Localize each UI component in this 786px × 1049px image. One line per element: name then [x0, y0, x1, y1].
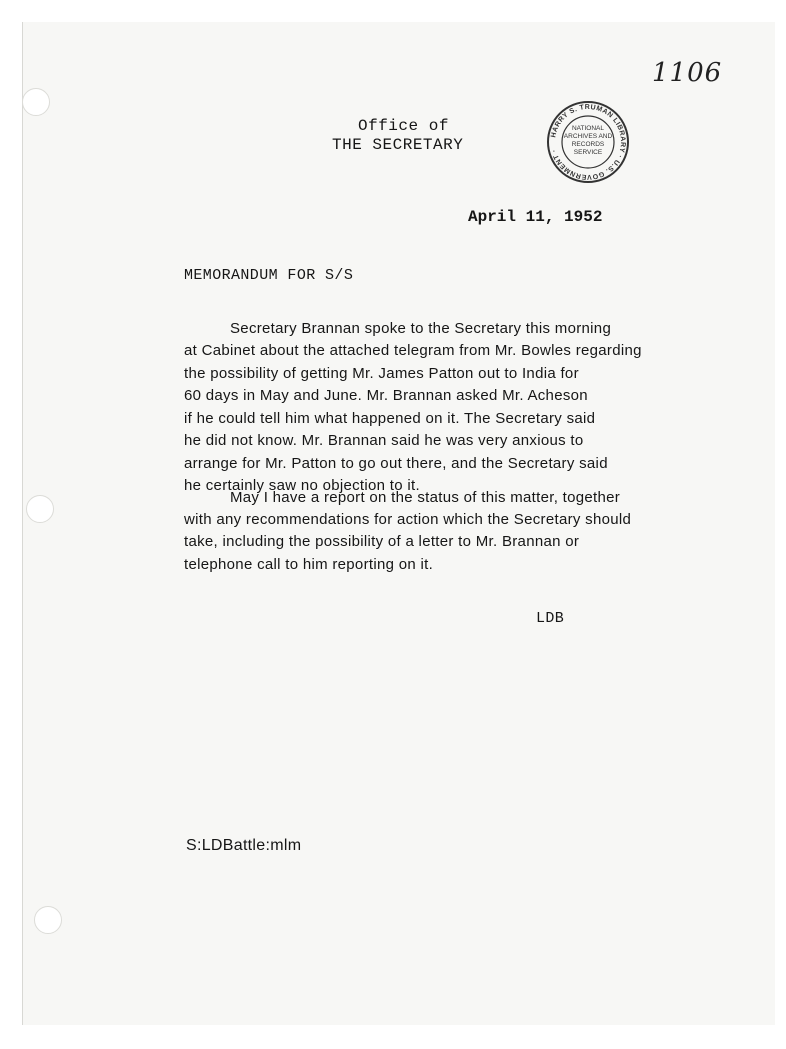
paragraph-2-line: with any recommendations for action which the Secretary should: [184, 511, 632, 528]
stamp-line-1: NATIONAL: [571, 125, 605, 132]
stamp-ring-text: HARRY S. TRUMAN LIBRARY · U.S. GOVERNMENT ·: [550, 103, 627, 181]
stamp-line-2: ARCHIVES AND: [563, 133, 613, 140]
paragraph-1-line: Secretary Brannan spoke to the Secretary this morning: [230, 320, 612, 337]
paragraph-2-line: take, including the possibility of a letter to Mr. Brannan or: [184, 533, 580, 550]
handwritten-page-number: 1106: [652, 58, 723, 88]
memo-heading: MEMORANDUM FOR S/S: [184, 267, 354, 284]
paragraph-1-line: 60 days in May and June. Mr. Brannan asked Mr. Acheson: [184, 387, 588, 404]
paragraph-1-line: he did not know. Mr. Brannan said he was very anxious to: [184, 432, 584, 449]
paragraph-1-line: arrange for Mr. Patton to go out there, and the Secretary said: [184, 455, 608, 472]
memo-date: April 11, 1952: [468, 208, 603, 226]
paragraph-2-line: May I have a report on the status of this matter, together: [230, 489, 621, 506]
archive-stamp-graphic: [546, 100, 630, 184]
paragraph-1-line: at Cabinet about the attached telegram from Mr. Bowles regarding: [184, 342, 642, 359]
paragraph-1-line: he certainly saw no objection to it.: [184, 477, 420, 494]
paragraph-1-line: if he could tell him what happened on it. The Secretary said: [184, 410, 596, 427]
paragraph-1-line: the possibility of getting Mr. James Patton out to India for: [184, 365, 579, 382]
letterhead-office-of: Office of: [358, 117, 449, 135]
signature-initials: LDB: [536, 610, 565, 627]
paragraph-2-line: telephone call to him reporting on it.: [184, 556, 434, 573]
punch-hole: [26, 495, 54, 523]
stamp-line-3: RECORDS: [571, 141, 605, 148]
stamp-line-4: SERVICE: [573, 149, 603, 156]
punch-hole: [22, 88, 50, 116]
punch-hole: [34, 906, 62, 934]
archive-stamp: [546, 100, 630, 184]
letterhead-the-secretary: THE SECRETARY: [332, 136, 464, 154]
reference-initials: S:LDBattle:mlm: [186, 837, 302, 854]
